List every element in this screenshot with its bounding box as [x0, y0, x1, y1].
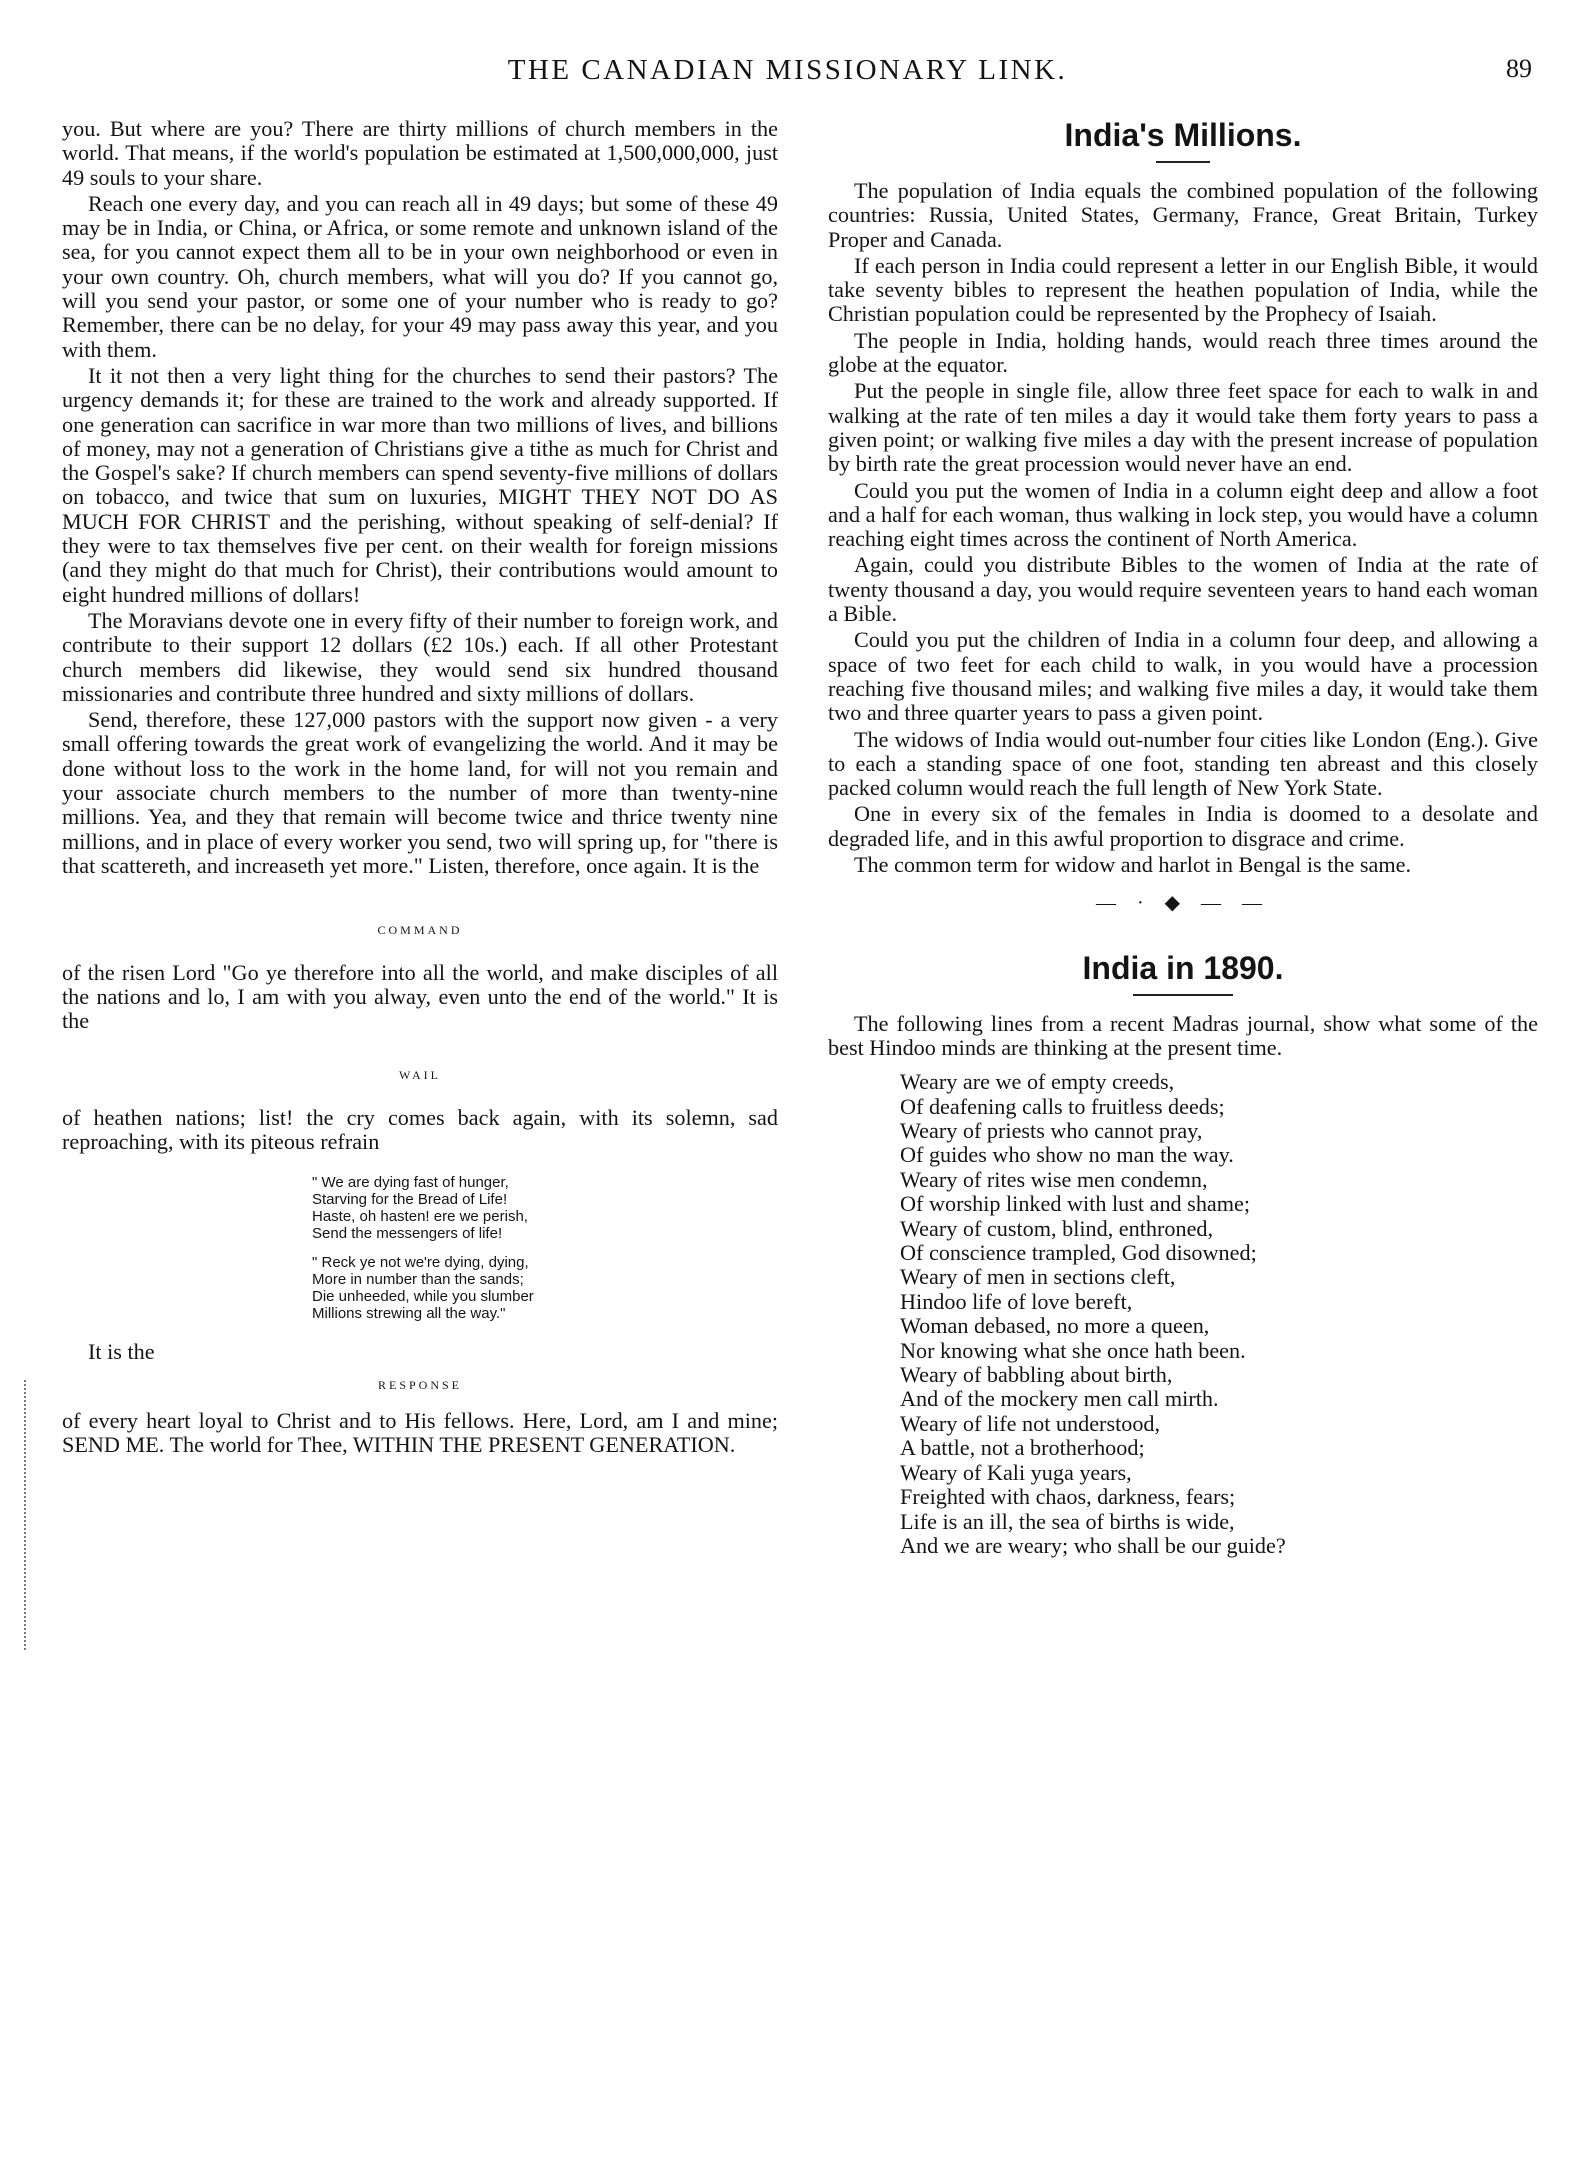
wail-paragraph: of heathen nations; list! the cry comes back again, with its solemn, sad reproaching, with its piteous refrain	[62, 1104, 778, 1154]
poem-line: And of the mockery men call mirth.	[900, 1386, 1219, 1412]
paragraph: The common term for widow and harlot in Bengal is the same.	[854, 852, 1412, 878]
left-column	[62, 117, 778, 1457]
verse-line: Haste, oh hasten! ere we perish,	[312, 1208, 528, 1226]
paragraph: Could you put the women of India in a column eight deep and allow a foot and a half for each woman, thus walking in lock step, you would have a column reaching eight times across the continent of North America.	[828, 477, 1538, 552]
poem-line: Weary of rites wise men condemn,	[900, 1166, 1208, 1192]
article-title-india-in-1890: India in 1890.	[1082, 949, 1284, 986]
margin-dotted-mark	[24, 1380, 32, 1650]
poem-line: Of worship linked with lust and shame;	[900, 1191, 1251, 1217]
intro-paragraph: The following lines from a recent Madras journal, show what some of the best Hindoo minds are thinking at the present time.	[828, 1010, 1538, 1060]
poem-line: And we are weary; who shall be our guide?	[900, 1532, 1286, 1558]
paragraph: you. But where are you? There are thirty millions of church members in the world. That means, if the world's population be estimated at 1,500,000,000, just 49 souls to your share.	[62, 116, 778, 190]
poem-line: Freighted with chaos, darkness, fears;	[900, 1484, 1236, 1510]
response-paragraph: of every heart loyal to Christ and to His fellows. Here, Lord, am I and mine; SEND ME. The world for Thee, WITHIN THE PRESENT GENERATION.	[62, 1407, 778, 1458]
verse-line: Die unheeded, while you slumber	[312, 1288, 534, 1306]
verse-stanza	[312, 1254, 778, 1322]
paragraph: The population of India equals the combined population of the following countries: Russia, United States, Germany, France, Great Britain, Turkey Proper and Canada.	[828, 178, 1538, 252]
verse-line: Send the messengers of life!	[312, 1225, 503, 1243]
command-paragraph: of the risen Lord "Go ye therefore into all the world, and make disciples of all the nations and lo, I am with you alway, even unto the end of the world." It is the	[62, 959, 778, 1034]
running-head	[0, 46, 1575, 96]
verse-line: " We are dying fast of hunger,	[312, 1174, 509, 1192]
paragraph: Put the people in single file, allow three feet space for each to walk in and walking at the rate of ten miles a day it would take them forty years to pass a given point; or walking five miles a day with the present increase of population by birth rate the great procession would never have an end.	[828, 378, 1538, 477]
section-label-response: RESPONSE	[377, 1377, 463, 1392]
poem-line: Weary of custom, blind, enthroned,	[900, 1215, 1214, 1241]
paragraph: Could you put the children of India in a column four deep, and allowing a space of two feet for each child to walk, in you would have a procession reaching five thousand miles; and walking five miles a day, it would take them two and three quarter years to pass a given point.	[828, 627, 1538, 726]
poem-line: Woman debased, no more a queen,	[900, 1313, 1210, 1339]
poem	[900, 1070, 1538, 1558]
poem-line: Weary of men in sections cleft,	[900, 1264, 1176, 1290]
title-rule	[1156, 161, 1210, 163]
paragraph: It it not then a very light thing for the churches to send their pastors? The urgency demands it; for these are trained to the work and already supported. If one generation can sacrifice in war more than two millions of lives, and billions of money, may not a generation of Christians give a tithe as much for Christ and the Gospel's sake? If church members can spend seventy-five millions of dollars on tobacco, and twice that sum on luxuries, MIGHT THEY NOT DO AS MUCH FOR CHRIST and the perishing, without speaking of self-denial? If they were to tax themselves five per cent. on their wealth for foreign missions (and they might do that much for Christ), their contributions would amount to eight hundred millions of dollars!	[62, 362, 778, 607]
paragraph: Reach one every day, and you can reach all in 49 days; but some of these 49 may be in India, or China, or Africa, or some remote and unknown island of the sea, for you cannot expect them all to be in your own neighborhood or even in your own country. Oh, church members, what will you do? If you cannot go, will you send your pastor, or some one of your number who is ready to go? Remember, there can be no delay, for your 49 may pass away this year, and you with them.	[62, 190, 778, 362]
poem-line: Weary are we of empty creeds,	[900, 1069, 1175, 1095]
verse-line: Millions strewing all the way."	[312, 1305, 506, 1323]
section-label-command: COMMAND	[377, 923, 463, 938]
verse-line: Starving for the Bread of Life!	[312, 1191, 508, 1209]
poem-line: Weary of priests who cannot pray,	[900, 1118, 1203, 1144]
verse-line: More in number than the sands;	[312, 1271, 524, 1289]
paragraph: One in every six of the females in India is doomed to a desolate and degraded life, and in this awful proportion to disgrace and crime.	[828, 801, 1538, 851]
title-rule	[1133, 994, 1233, 996]
verse-line: " Reck ye not we're dying, dying,	[312, 1254, 529, 1272]
poem-line: A battle, not a brotherhood;	[900, 1435, 1145, 1461]
masthead-title: THE CANADIAN MISSIONARY LINK.	[507, 54, 1068, 86]
section-label-wail: WAIL	[399, 1068, 441, 1083]
paragraph: The Moravians devote one in every fifty of their number to foreign work, and contribute to their support 12 dollars (£2 10s.) each. If all other Protestant church members did likewise, they would send six hundred thousand missionaries and contribute three hundred and sixty millions of dollars.	[62, 607, 778, 706]
poem-line: Life is an ill, the sea of births is wide,	[900, 1508, 1235, 1534]
section-divider-ornament: — · ◆ — —	[1095, 892, 1271, 915]
poem-line: Hindoo life of love bereft,	[900, 1288, 1133, 1314]
paragraph: The widows of India would out-number four cities like London (Eng.). Give to each a standing space of one foot, standing ten abreast and this closely packed column would reach the full length of New York State.	[828, 726, 1538, 801]
poem-line: Of conscience trampled, God disowned;	[900, 1240, 1257, 1266]
poem-line: Weary of life not understood,	[900, 1410, 1161, 1436]
poem-line: Weary of Kali yuga years,	[900, 1459, 1132, 1485]
paragraph: Again, could you distribute Bibles to the women of India at the rate of twenty thousand a day, you would require seventeen years to hand each woman a Bible.	[828, 552, 1538, 627]
poem-line: Of guides who show no man the way.	[900, 1142, 1234, 1168]
poem-line: Of deafening calls to fruitless deeds;	[900, 1093, 1225, 1119]
page-number: 89	[1506, 54, 1532, 83]
poem-line: Weary of babbling about birth,	[900, 1362, 1173, 1388]
paragraph: The people in India, holding hands, would reach three times around the globe at the equator.	[828, 327, 1538, 378]
article-title-indias-millions: India's Millions.	[1064, 117, 1302, 153]
paragraph: Send, therefore, these 127,000 pastors with the support now given - a very small offering towards the great work of evangelizing the world. And it may be done without loss to the work in the home land, for will not you remain and your associate church members to the number of more than twenty-nine millions. Yea, and they that remain will become twice and thrice twenty nine millions, and in place of every worker you send, two will spring up, for "there is that scattereth, and increaseth yet more." Listen, therefore, once again. It is the	[62, 707, 778, 878]
right-column	[828, 117, 1538, 1558]
paragraph: If each person in India could represent a letter in our English Bible, it would take seventy bibles to represent the heathen population of India, while the Christian population could be represented by the Prophecy of Isaiah.	[828, 252, 1538, 327]
hymn-verse	[312, 1174, 778, 1322]
it-is-the-line: It is the	[88, 1339, 155, 1365]
poem-line: Nor knowing what she once hath been.	[900, 1337, 1246, 1363]
verse-stanza	[312, 1174, 778, 1242]
